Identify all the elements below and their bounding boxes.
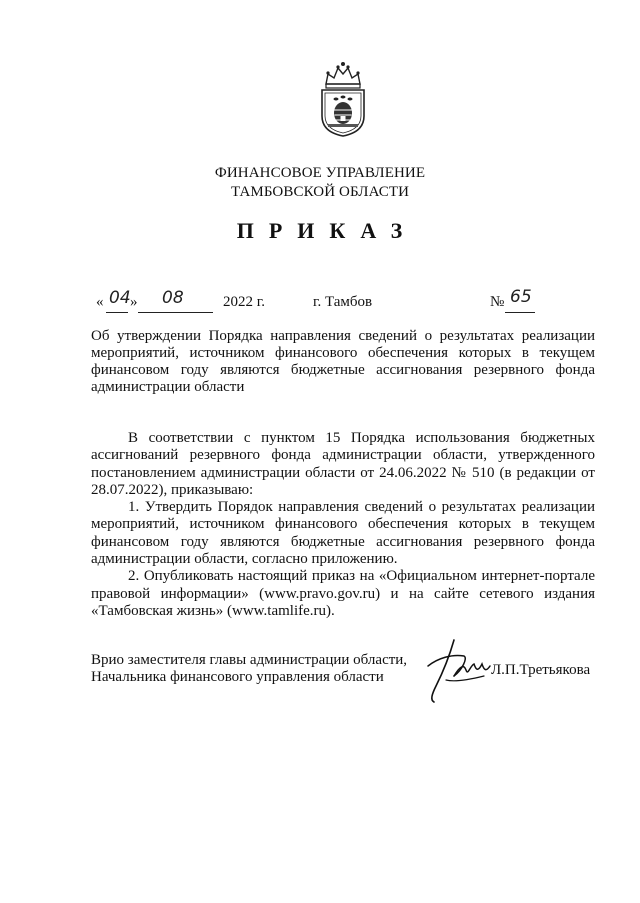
- org-name-line1: ФИНАНСОВОЕ УПРАВЛЕНИЕ: [214, 165, 426, 181]
- signatory-title-line2: Начальника финансового управления области: [91, 669, 384, 685]
- document-type-title: ПРИКАЗ: [236, 218, 418, 243]
- body-paragraph-item-1: 1. Утвердить Порядок направления сведений о результатах реализации мероприятий, источником финансового обеспечения которых в текущем финансовом году являются бюджетные ассигнования резервного фонда администрации области, согласно приложению.: [91, 499, 595, 568]
- signatory-name: Л.П.Третьякова: [491, 662, 591, 678]
- date-quote-close: »: [130, 294, 138, 310]
- date-month: 08: [162, 288, 184, 308]
- document-number-underline: [505, 312, 535, 313]
- date-day-underline: [106, 312, 128, 313]
- document-number: 65: [510, 287, 532, 307]
- tambov-coat-of-arms-icon: [316, 60, 370, 138]
- date-month-underline: [138, 312, 213, 313]
- body-paragraph-item-2: 2. Опубликовать настоящий приказ на «Официальном интернет-портале правовой информации» (www.pravo.gov.ru) и на сайте сетевого издания «Тамбовская жизнь» (www.tamlife.ru).: [91, 568, 595, 619]
- date-day: 04: [109, 288, 131, 308]
- signatory-title-line1: Врио заместителя главы администрации области,: [91, 652, 408, 668]
- document-number-label: №: [490, 294, 505, 310]
- document-city: г. Тамбов: [313, 294, 373, 310]
- body-paragraph-preamble: В соответствии с пунктом 15 Порядка использования бюджетных ассигнований резервного фонда администрации области, утвержденного постановлением администрации области от 24.06.2022 № 510 (в редакции от 28.07.2022), приказываю:: [91, 430, 595, 498]
- date-year: 2022 г.: [223, 294, 265, 310]
- document-subject: Об утверждении Порядка направления сведений о результатах реализации мероприятий, источником финансового обеспечения которых в текущем финансовом году являются бюджетные ассигнования резервного фонда администрации области: [91, 328, 595, 395]
- signatory-title: [91, 652, 411, 686]
- date-quote-open: «: [96, 294, 104, 310]
- document-body: [91, 430, 595, 620]
- org-name-line2: ТАМБОВСКОЙ ОБЛАСТИ: [230, 184, 410, 200]
